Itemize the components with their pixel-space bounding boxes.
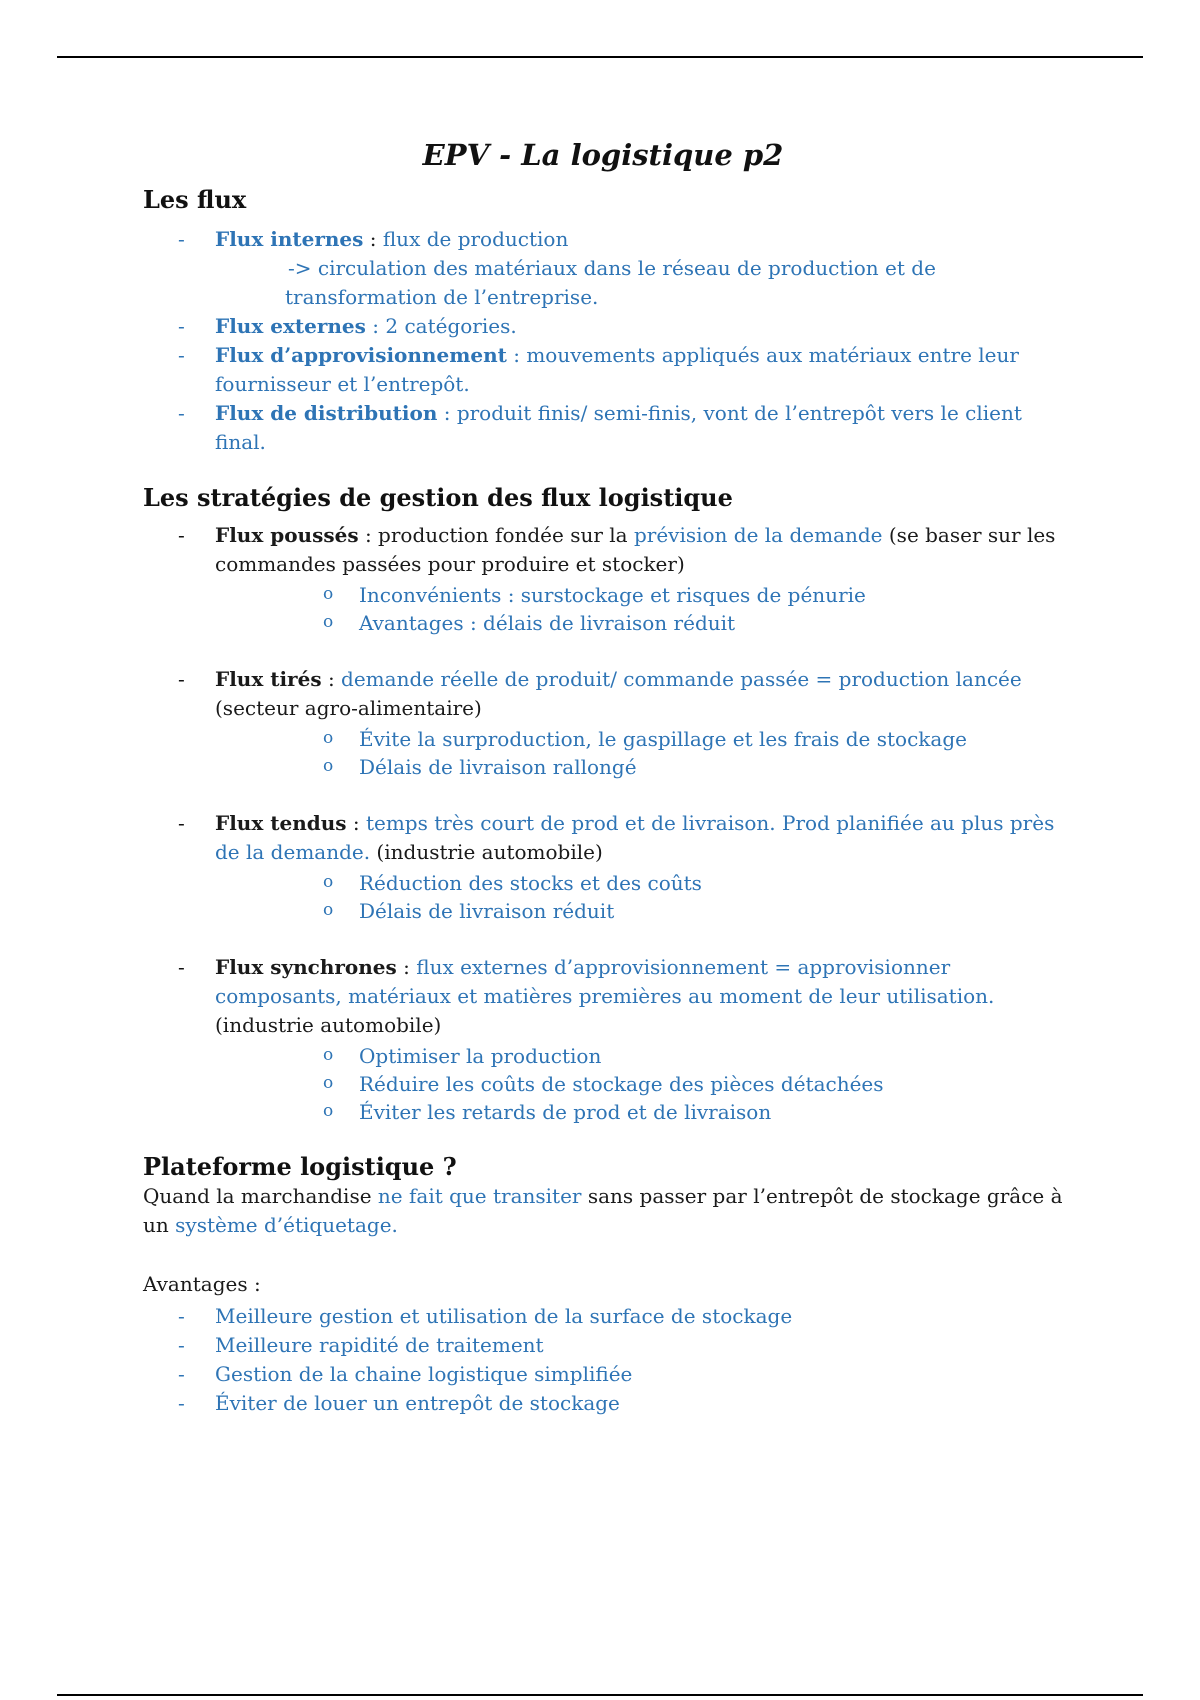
- separator: :: [358, 522, 379, 547]
- sub-item: o Avantages : délais de livraison réduit: [215, 609, 1063, 637]
- sub-item: o Délais de livraison rallongé: [215, 753, 1063, 781]
- avantages-list: [143, 1302, 1063, 1418]
- sub-list: [215, 1042, 1063, 1126]
- sub-item: o Optimiser la production: [215, 1042, 1063, 1070]
- sub-item: o Réduction des stocks et des coûts: [215, 869, 1063, 897]
- sub-item: o Évite la surproduction, le gaspillage et les frais de stockage: [215, 725, 1063, 753]
- list-item: - Gestion de la chaine logistique simplifiée: [143, 1360, 1063, 1389]
- sub-list: [215, 581, 1063, 637]
- sub-item: o Réduire les coûts de stockage des pièces détachées: [215, 1070, 1063, 1098]
- sub-line: transformation de l’entreprise.: [285, 284, 599, 309]
- sub-item: o Inconvénients : surstockage et risques de pénurie: [215, 581, 1063, 609]
- term: Flux tirés: [215, 666, 322, 691]
- flux-list: [143, 225, 1063, 457]
- avantages-label: Avantages :: [143, 1271, 261, 1296]
- definition: flux de production: [382, 226, 569, 251]
- separator: :: [437, 400, 457, 425]
- separator: :: [363, 226, 383, 251]
- list-item-flux-synchrones: [143, 953, 1063, 1126]
- bottom-rule: [57, 1694, 1143, 1696]
- term: Flux tendus: [215, 810, 347, 835]
- separator: :: [346, 810, 366, 835]
- text: (secteur agro-alimentaire): [215, 695, 482, 720]
- term: Flux externes: [215, 313, 366, 338]
- sub-list: [215, 725, 1063, 781]
- text: (se baser sur les commandes passées pour produire et stocker): [215, 522, 1056, 576]
- list-item-flux-tires: [143, 665, 1063, 781]
- list-item-flux-approvisionnement: [143, 341, 1063, 399]
- term: Flux internes: [215, 226, 364, 251]
- separator: :: [365, 313, 386, 338]
- sub-item: o Éviter les retards de prod et de livraison: [215, 1098, 1063, 1126]
- heading-strategies: Les stratégies de gestion des flux logistique: [143, 482, 733, 512]
- heading-les-flux: Les flux: [143, 184, 247, 214]
- term: Flux de distribution: [215, 400, 438, 425]
- definition: produit finis/ semi-finis, vont de l’entrepôt vers le client final.: [215, 400, 1022, 454]
- separator: :: [396, 954, 417, 979]
- list-item-flux-distribution: [143, 399, 1063, 457]
- strategies-list-synchrones: [143, 953, 1063, 1126]
- sub-list: [215, 869, 1063, 925]
- heading-plateforme: Plateforme logistique ?: [143, 1151, 457, 1181]
- highlight: système d’étiquetage.: [175, 1212, 398, 1237]
- list-item: - Éviter de louer un entrepôt de stockage: [143, 1389, 1063, 1418]
- plateforme-paragraph: [143, 1182, 1063, 1240]
- strategies-list-tendus: [143, 809, 1063, 925]
- top-rule: [57, 56, 1143, 58]
- list-item-flux-internes: [143, 225, 1063, 312]
- highlight: flux externes d’approvisionnement = approvisionner composants, matériaux et matières premières au moment de leur utilisation.: [215, 954, 995, 1008]
- strategies-list: [143, 521, 1063, 637]
- list-item-flux-externes: [143, 312, 1063, 341]
- list-item-flux-tendus: [143, 809, 1063, 925]
- text: sans passer par l’entrepôt de stockage grâce à un: [143, 1183, 1063, 1237]
- list-item: - Meilleure rapidité de traitement: [143, 1331, 1063, 1360]
- text: production fondée sur la: [378, 522, 634, 547]
- sub-item: o Délais de livraison réduit: [215, 897, 1063, 925]
- term: Flux synchrones: [215, 954, 397, 979]
- document-title: EPV - La logistique p2: [422, 138, 784, 172]
- text: (industrie automobile): [215, 1012, 442, 1037]
- text: (industrie automobile): [370, 839, 603, 864]
- list-item-flux-pousses: [143, 521, 1063, 637]
- text: Quand la marchandise: [143, 1183, 378, 1208]
- strategies-list-tires: [143, 665, 1063, 781]
- separator: :: [506, 342, 527, 367]
- term: Flux d’approvisionnement: [215, 342, 507, 367]
- highlight: temps très court de prod et de livraison. Prod planifiée au plus près de la demande.: [215, 810, 1055, 864]
- term: Flux poussés: [215, 522, 359, 547]
- sub-line: -> circulation des matériaux dans le réseau de production et de: [288, 255, 936, 280]
- separator: :: [321, 666, 342, 691]
- highlight: ne fait que transiter: [377, 1183, 582, 1208]
- definition: mouvements appliqués aux matériaux entre leur fournisseur et l’entrepôt.: [215, 342, 1019, 396]
- list-item: - Meilleure gestion et utilisation de la surface de stockage: [143, 1302, 1063, 1331]
- highlight: demande réelle de produit/ commande passée = production lancée: [341, 666, 1022, 691]
- document-page: [143, 138, 1063, 1418]
- highlight: prévision de la demande: [633, 522, 883, 547]
- definition: 2 catégories.: [385, 313, 517, 338]
